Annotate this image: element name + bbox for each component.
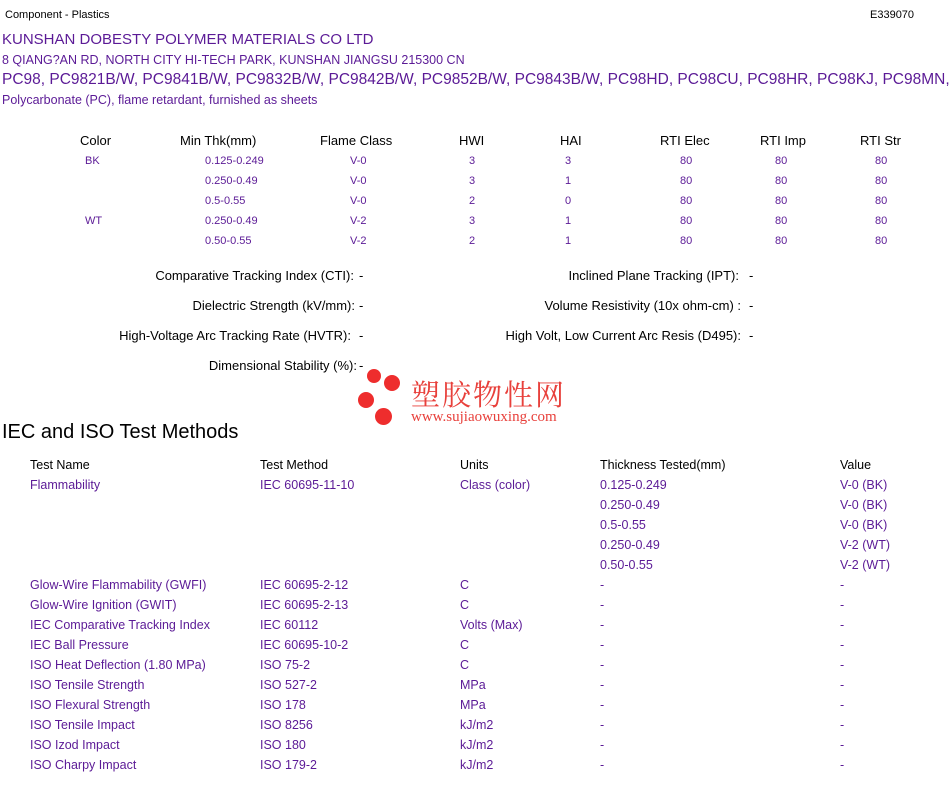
col-header-hwi: HWI — [459, 133, 485, 148]
table-cell-rti-imp: 80 — [775, 215, 788, 227]
dielectric-label: Dielectric Strength (kV/mm): — [192, 298, 355, 313]
model-list: PC98, PC9821B/W, PC9841B/W, PC9832B/W, PC9842B/W, PC9852B/W, PC9843B/W, PC98HD, PC98CU, PC98HR, PC98KJ, PC98MN, — [2, 71, 950, 88]
table-cell-thickness: 0.250-0.49 — [600, 498, 660, 512]
dimensional-stability-value: - — [359, 358, 364, 373]
table-cell-units: Class (color) — [460, 478, 531, 492]
table-cell-hwi: 2 — [469, 235, 476, 247]
table-cell-thickness: 0.125-0.249 — [205, 155, 264, 167]
col-header-test-name: Test Name — [30, 458, 90, 472]
table-cell-hai: 1 — [565, 175, 572, 187]
table-cell-thickness: - — [600, 578, 605, 592]
watermark-dot — [358, 392, 374, 408]
table-cell-test-method: ISO 178 — [260, 698, 306, 712]
col-header-thickness: Thickness Tested(mm) — [600, 458, 726, 472]
table-cell-test-name: IEC Ball Pressure — [30, 638, 129, 652]
ipt-value: - — [749, 268, 754, 283]
table-cell-test-name: ISO Izod Impact — [30, 738, 120, 752]
table-cell-thickness: 0.250-0.49 — [205, 215, 258, 227]
table-cell-hwi: 3 — [469, 215, 476, 227]
table-cell-rti-imp: 80 — [775, 175, 788, 187]
table-cell-color: WT — [85, 215, 103, 227]
watermark-chinese-text: 塑胶物性网 — [411, 378, 567, 412]
table-cell-rti-str: 80 — [875, 215, 888, 227]
table-cell-units: kJ/m2 — [460, 758, 494, 772]
table-cell-thickness: 0.50-0.55 — [600, 558, 653, 572]
table-cell-thickness: 0.250-0.49 — [205, 175, 258, 187]
table-cell-test-method: IEC 60695-2-12 — [260, 578, 349, 592]
table-cell-test-method: ISO 8256 — [260, 718, 313, 732]
table-cell-test-name: Flammability — [30, 478, 101, 492]
table-cell-thickness: - — [600, 618, 605, 632]
table-cell-rti-str: 80 — [875, 235, 888, 247]
table-cell-hwi: 3 — [469, 155, 476, 167]
table-cell-thickness: - — [600, 598, 605, 612]
watermark-dot — [367, 369, 381, 383]
watermark-dot — [384, 375, 400, 391]
table-cell-thickness: - — [600, 758, 605, 772]
table-cell-value: - — [840, 618, 845, 632]
table-cell-rti-elec: 80 — [680, 195, 693, 207]
table-cell-units: C — [460, 598, 470, 612]
table-cell-flame-class: V-2 — [350, 235, 367, 247]
table-cell-hwi: 3 — [469, 175, 476, 187]
cti-label: Comparative Tracking Index (CTI): — [155, 268, 354, 283]
table-cell-value: - — [840, 758, 845, 772]
company-name: KUNSHAN DOBESTY POLYMER MATERIALS CO LTD — [2, 31, 374, 48]
table-cell-hai: 0 — [565, 195, 572, 207]
table-cell-rti-str: 80 — [875, 155, 888, 167]
table-cell-rti-elec: 80 — [680, 215, 693, 227]
table-cell-thickness: 0.50-0.55 — [205, 235, 252, 247]
table-cell-flame-class: V-2 — [350, 215, 367, 227]
section-title: IEC and ISO Test Methods — [2, 421, 239, 443]
table-cell-value: - — [840, 578, 845, 592]
table-cell-thickness: - — [600, 738, 605, 752]
table-cell-hwi: 2 — [469, 195, 476, 207]
table-cell-flame-class: V-0 — [350, 155, 367, 167]
table-cell-value: - — [840, 738, 845, 752]
table-cell-test-method: ISO 180 — [260, 738, 306, 752]
table-cell-test-name: Glow-Wire Flammability (GWFI) — [30, 578, 207, 592]
table-cell-test-method: ISO 527-2 — [260, 678, 317, 692]
table-cell-rti-imp: 80 — [775, 155, 788, 167]
table-cell-rti-imp: 80 — [775, 235, 788, 247]
table-cell-thickness: 0.250-0.49 — [600, 538, 660, 552]
table-cell-hai: 3 — [565, 155, 572, 167]
col-header-hai: HAI — [560, 133, 582, 148]
table-cell-test-method: IEC 60112 — [260, 618, 319, 632]
material-description: Polycarbonate (PC), flame retardant, furnished as sheets — [2, 93, 318, 107]
col-header-test-method: Test Method — [260, 458, 329, 472]
table-cell-test-name: ISO Tensile Strength — [30, 678, 145, 692]
table-cell-value: - — [840, 638, 845, 652]
table-cell-test-name: ISO Flexural Strength — [30, 698, 151, 712]
table-cell-test-method: IEC 60695-2-13 — [260, 598, 349, 612]
table-cell-units: C — [460, 658, 470, 672]
table-cell-thickness: - — [600, 638, 605, 652]
ipt-label: Inclined Plane Tracking (IPT): — [568, 268, 739, 283]
table-cell-value: - — [840, 678, 845, 692]
col-header-flame-class: Flame Class — [320, 133, 393, 148]
table-cell-thickness: 0.5-0.55 — [205, 195, 246, 207]
dielectric-value: - — [359, 298, 364, 313]
table-cell-rti-imp: 80 — [775, 195, 788, 207]
table-cell-value: V-2 (WT) — [840, 558, 890, 572]
table-cell-units: MPa — [460, 698, 486, 712]
table-cell-test-method: ISO 75-2 — [260, 658, 311, 672]
col-header-units: Units — [460, 458, 489, 472]
dimensional-stability-label: Dimensional Stability (%): — [208, 358, 357, 373]
table-cell-value: V-0 (BK) — [840, 498, 888, 512]
col-header-rti-imp: RTI Imp — [760, 133, 806, 148]
watermark-dot — [375, 408, 392, 425]
table-cell-thickness: 0.5-0.55 — [600, 518, 646, 532]
volume-resistivity-label: Volume Resistivity (10x ohm-cm) : — [544, 298, 741, 313]
table-cell-units: kJ/m2 — [460, 718, 494, 732]
table-cell-hai: 1 — [565, 215, 572, 227]
table-cell-test-name: ISO Tensile Impact — [30, 718, 135, 732]
col-header-rti-elec: RTI Elec — [660, 133, 710, 148]
table-cell-value: - — [840, 598, 845, 612]
table-cell-value: - — [840, 658, 845, 672]
file-number: E339070 — [870, 9, 915, 21]
table-cell-units: Volts (Max) — [460, 618, 523, 632]
component-category: Component - Plastics — [5, 9, 110, 21]
table-cell-units: kJ/m2 — [460, 738, 494, 752]
table-cell-test-name: ISO Charpy Impact — [30, 758, 137, 772]
table-cell-thickness: - — [600, 718, 605, 732]
table-cell-test-name: IEC Comparative Tracking Index — [30, 618, 210, 632]
table-cell-value: - — [840, 698, 845, 712]
table-cell-units: C — [460, 638, 470, 652]
table-cell-test-method: IEC 60695-10-2 — [260, 638, 349, 652]
table-cell-thickness: 0.125-0.249 — [600, 478, 667, 492]
table-cell-value: V-0 (BK) — [840, 478, 888, 492]
table-cell-value: V-2 (WT) — [840, 538, 890, 552]
table-cell-flame-class: V-0 — [350, 175, 367, 187]
col-header-rti-str: RTI Str — [860, 133, 901, 148]
company-address: 8 QIANG?AN RD, NORTH CITY HI-TECH PARK, KUNSHAN JIANGSU 215300 CN — [2, 53, 465, 67]
table-cell-rti-elec: 80 — [680, 235, 693, 247]
d495-label: High Volt, Low Current Arc Resis (D495): — [505, 328, 741, 343]
table-cell-hai: 1 — [565, 235, 572, 247]
table-cell-units: MPa — [460, 678, 486, 692]
volume-resistivity-value: - — [749, 298, 754, 313]
table-cell-units: C — [460, 578, 470, 592]
col-header-min-thk: Min Thk(mm) — [180, 133, 257, 148]
table-cell-value: - — [840, 718, 845, 732]
table-cell-thickness: - — [600, 678, 605, 692]
table-cell-flame-class: V-0 — [350, 195, 367, 207]
watermark-url: www.sujiaowuxing.com — [411, 409, 557, 425]
col-header-value: Value — [840, 458, 872, 472]
table-cell-rti-str: 80 — [875, 175, 888, 187]
table-cell-test-method: IEC 60695-11-10 — [260, 478, 355, 492]
table-cell-thickness: - — [600, 658, 605, 672]
cti-value: - — [359, 268, 364, 283]
table-cell-value: V-0 (BK) — [840, 518, 888, 532]
table-cell-rti-elec: 80 — [680, 175, 693, 187]
d495-value: - — [749, 328, 754, 343]
table-cell-rti-str: 80 — [875, 195, 888, 207]
col-header-color: Color — [80, 133, 112, 148]
table-cell-color: BK — [85, 155, 100, 167]
table-cell-rti-elec: 80 — [680, 155, 693, 167]
table-cell-test-name: ISO Heat Deflection (1.80 MPa) — [30, 658, 206, 672]
hvtr-value: - — [359, 328, 364, 343]
table-cell-test-name: Glow-Wire Ignition (GWIT) — [30, 598, 177, 612]
hvtr-label: High-Voltage Arc Tracking Rate (HVTR): — [119, 328, 351, 343]
table-cell-thickness: - — [600, 698, 605, 712]
table-cell-test-method: ISO 179-2 — [260, 758, 317, 772]
